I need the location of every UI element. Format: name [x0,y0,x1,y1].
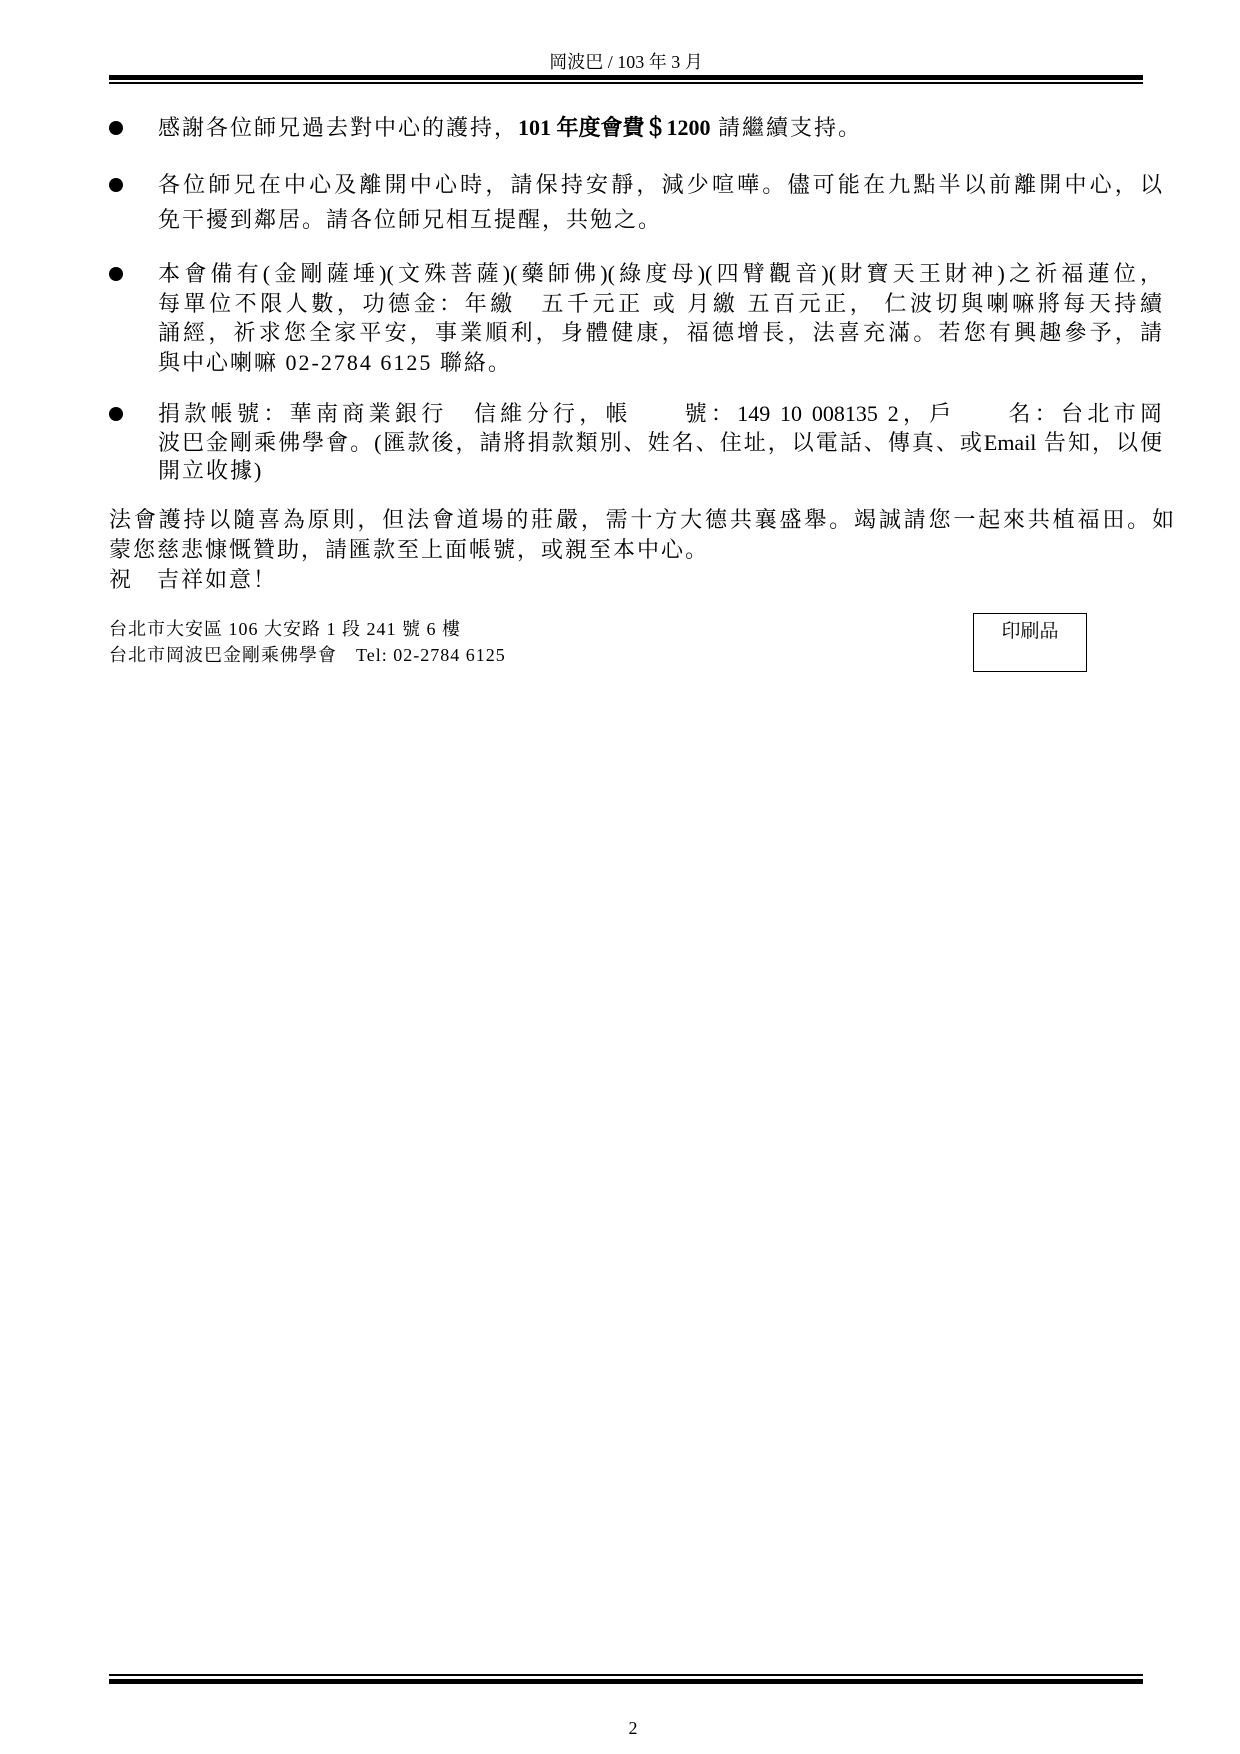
header-rule-thick [109,75,1143,80]
address-line: 台北市大安區 106 大安路 1 段 241 號 6 樓 [109,619,461,639]
bullet-icon [109,178,123,192]
notice-quiet-reminder [158,167,1162,237]
notice-highlight: 101 年度會費＄1200 [518,115,711,140]
notice-blessing-lotus [158,259,1162,378]
closing-paragraph [109,505,1174,595]
notice-line [158,113,1162,143]
notice-membership-fee [158,113,1162,143]
printed-matter-stamp: 印刷品 [973,613,1087,672]
closing-line: 祝 吉祥如意！ [109,567,278,592]
footer-rule-thick [109,1679,1143,1684]
notice-line: 每單位不限人數，功德金：年繳 五千元正 或 月繳 五百元正， 仁波切與喇嘛將每天持續 [158,290,1162,316]
notice-line: 本會備有(金剛薩埵)(文殊菩薩)(藥師佛)(綠度母)(四臂觀音)(財寶天王財神)之祈福蓮位， [158,261,1162,286]
bullet-icon [109,121,123,135]
notice-line: 各位師兄在中心及離開中心時，請保持安靜，減少喧嘩。儘可能在九點半以前離開中心，以 [158,172,1162,197]
notice-line: 波巴金剛乘佛學會。(匯款後，請將捐款類別、姓名、住址，以電話、傳真、或Email 告知，以便 [158,429,1162,455]
notice-line: 誦經，祈求您全家平安，事業順利，身體健康，福德增長，法喜充滿。若您有興趣參予，請 [158,320,1162,346]
footer-rule-thin [109,1674,1143,1676]
bullet-icon [109,407,123,421]
closing-line: 法會護持以隨喜為原則，但法會道場的莊嚴，需十方大德共襄盛舉。竭誠請您一起來共植福田。如 [109,507,1174,532]
notice-text: 感謝各位師兄過去對中心的護持， [158,115,519,140]
notice-line: 開立收據) [158,458,264,483]
notice-line: 免干擾到鄰居。請各位師兄相互提醒，共勉之。 [158,207,663,232]
page-number: 2 [628,1718,638,1738]
notice-line: 捐款帳號：華南商業銀行 信維分行，帳 號：149 10 008135 2，戶 名：台北市岡 [158,401,1162,426]
running-header: 岡波巴 / 103 年 3 月 [549,52,703,72]
address-line: 台北市岡波巴金剛乘佛學會 Tel: 02-2784 6125 [109,645,506,665]
sender-address [109,616,809,668]
header-rule-thin [109,82,1143,84]
closing-line: 蒙您慈悲慷慨贊助，請匯款至上面帳號，或親至本中心。 [109,537,710,562]
notice-donation-account [158,400,1162,486]
notice-line: 與中心喇嘛 02-2784 6125 聯絡。 [158,350,512,376]
notice-text: 請繼續支持。 [710,115,863,140]
bullet-icon [109,267,123,281]
